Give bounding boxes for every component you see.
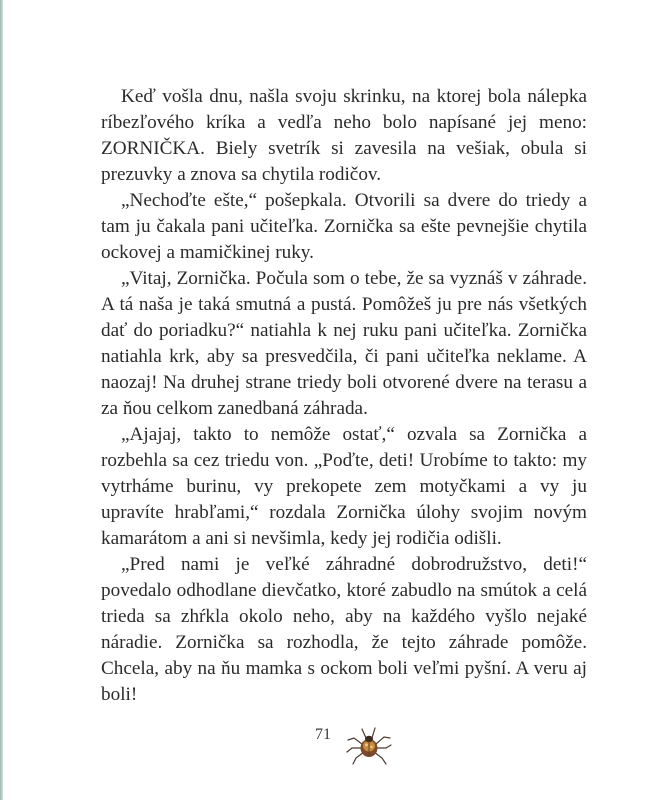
paragraph-2: „Nechoďte ešte,“ pošepkala. Otvorili sa dvere do triedy a tam ju čakala pani učiteľka. Zornička sa ešte pevnejšie chytila ockovej a mamičkinej ruky. [101, 190, 587, 263]
page-number: 71 [315, 726, 331, 743]
paragraph-1: Keď vošla dnu, našla svoju skrinku, na ktorej bola nálepka ríbezľového kríka a vedľa neho bolo napísané jej meno: ZORNIČKA. Biely svetrík si zavesila na vešiak, obula si prezuvky a znova sa chytila rodičov. [101, 86, 587, 185]
story-text [101, 84, 587, 708]
paragraph-5: „Pred nami je veľké záhradné dobrodružstvo, deti!“ povedalo odhodlane dievčatko, ktoré zabudlo na smútok a celá trieda sa zhŕkla okolo neho, aby na každého vyšlo nejaké náradie. Zornička sa rozhodla, že tejto záhrade pomôže. Chcela, aby na ňu mamka s ockom boli veľmi pyšní. A veru aj boli! [101, 554, 587, 705]
page-edge [0, 0, 3, 800]
paragraph-3: „Vitaj, Zornička. Počula som o tebe, že sa vyznáš v záhrade. A tá naša je taká smutná a pustá. Pomôžeš ju pre nás všetkých dať do poriadku?“ natiahla k nej ruku pani učiteľka. Zornička natiahla krk, aby sa presvedčila, či pani učiteľka neklame. A naozaj! Na druhej strane triedy boli otvorené dvere na terasu a za ňou celkom zanedbaná záhrada. [101, 268, 587, 419]
paragraph-4: „Ajajaj, takto to nemôže ostať,“ ozvala sa Zornička a rozbehla sa cez triedu von. „Poďte, deti! Urobíme to takto: my vytrháme burinu, vy prekopete zem motyčkami a vy ju upravíte hrabľami,“ rozdala Zornička úlohy svojim novým kamarátom a ani si nevšimla, kedy jej rodičia odišli. [101, 424, 587, 549]
beetle-icon [344, 724, 394, 768]
